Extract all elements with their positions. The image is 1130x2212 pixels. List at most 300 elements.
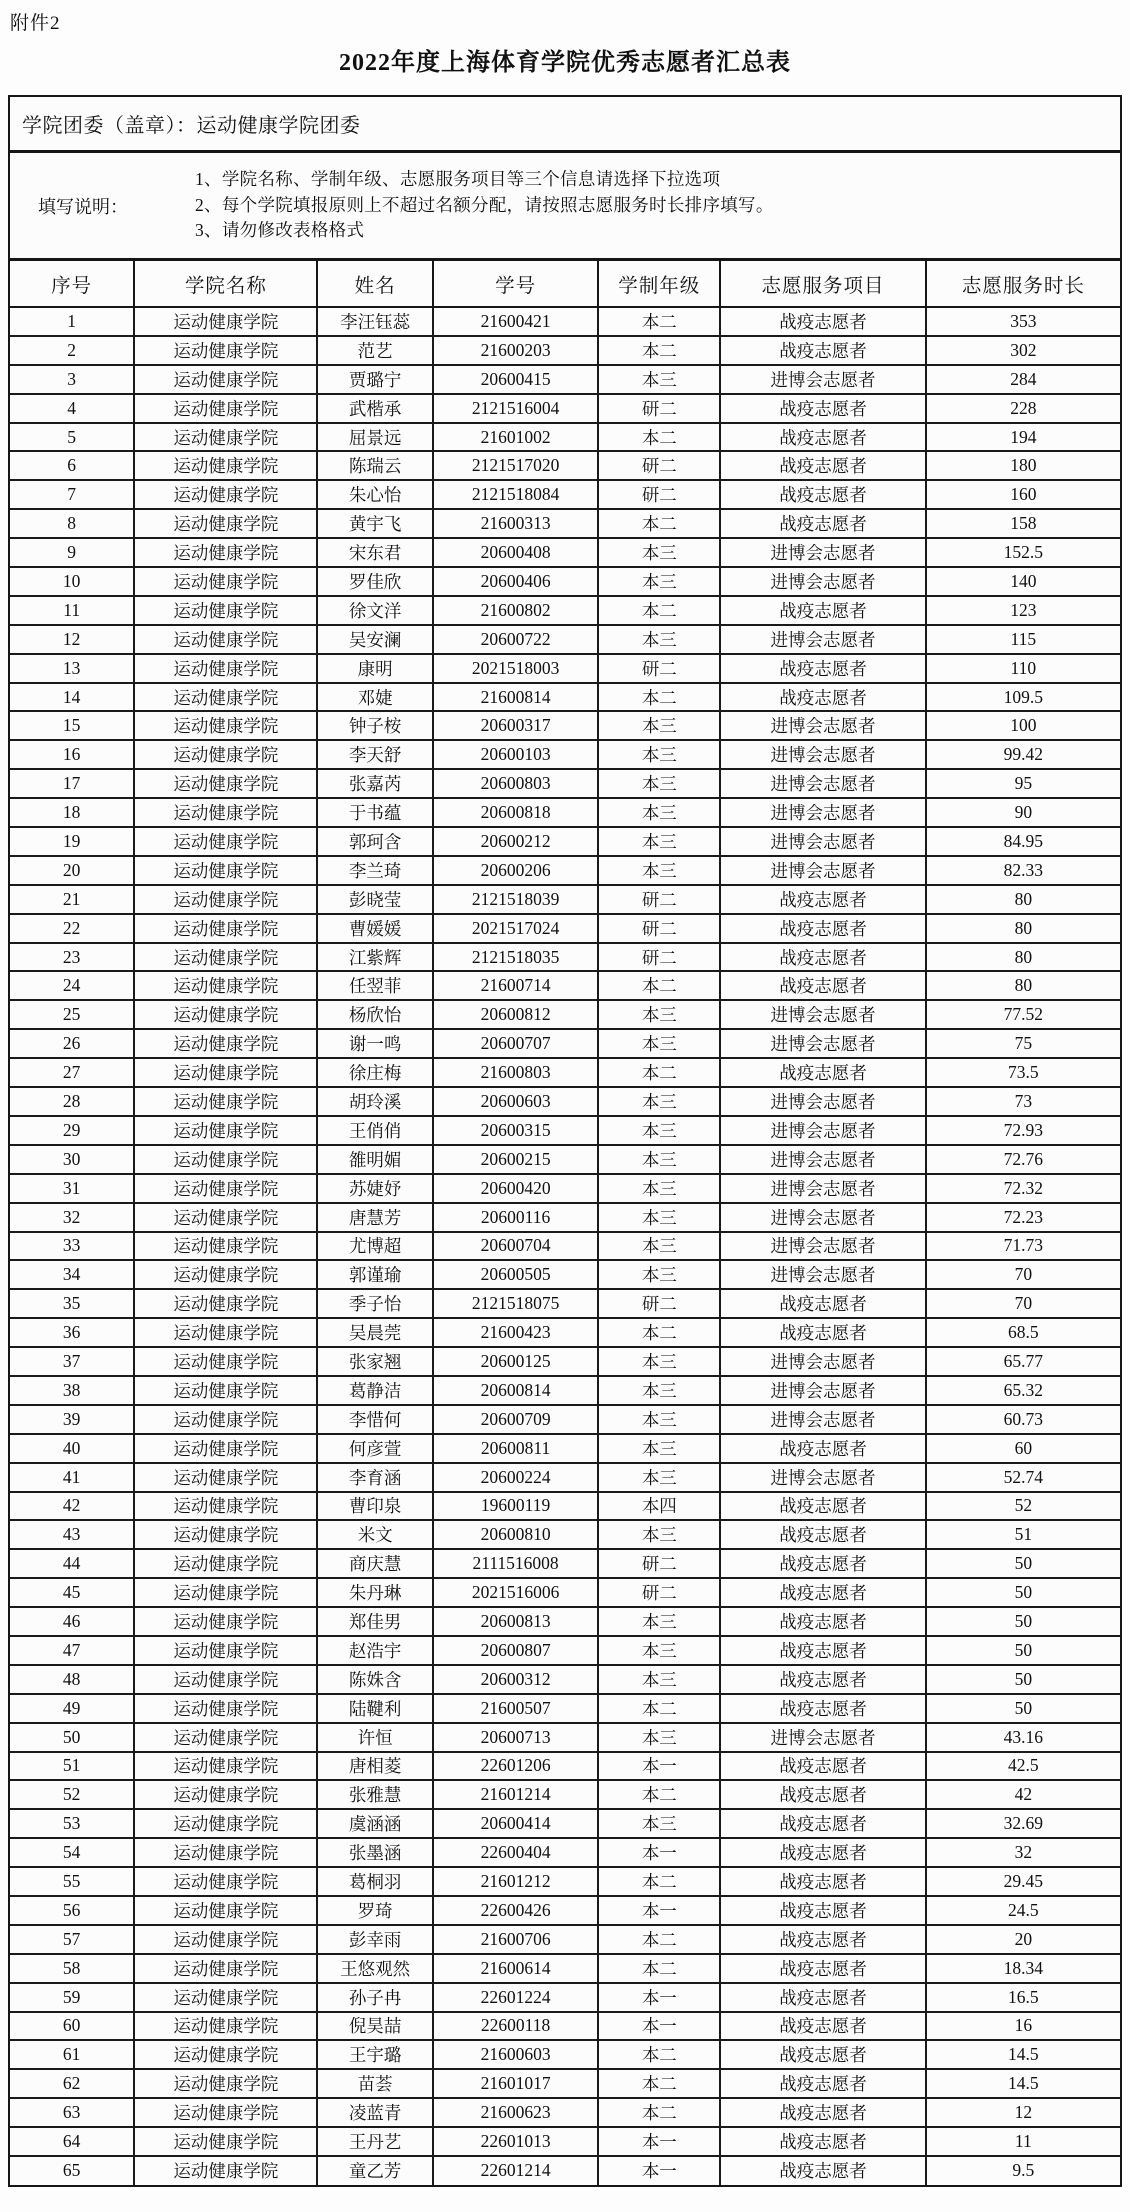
table-cell-hours: 80 (926, 943, 1120, 972)
table-cell-grade: 本二 (598, 683, 720, 712)
table-cell-name: 倪昊喆 (317, 2012, 432, 2041)
table-cell-id: 2121518075 (433, 1289, 598, 1318)
table-cell-no: 32 (10, 1203, 134, 1232)
table-cell-college: 运动健康学院 (134, 1665, 317, 1694)
table-row (10, 1578, 1120, 1607)
table-cell-id: 21600802 (433, 596, 598, 625)
table-cell-no: 6 (10, 451, 134, 480)
table-cell-no: 21 (10, 885, 134, 914)
table-cell-hours: 73 (926, 1087, 1120, 1116)
table-row (10, 769, 1120, 798)
table-cell-id: 2121516004 (433, 394, 598, 423)
table-cell-grade: 本四 (598, 1492, 720, 1521)
table-cell-no: 43 (10, 1520, 134, 1549)
table-row (10, 1752, 1120, 1781)
table-cell-project: 进博会志愿者 (720, 625, 925, 654)
table-cell-no: 1 (10, 307, 134, 336)
table-row (10, 365, 1120, 394)
table-cell-name: 曹印泉 (317, 1492, 432, 1521)
table-row (10, 451, 1120, 480)
table-cell-no: 61 (10, 2040, 134, 2069)
table-cell-hours: 77.52 (926, 1000, 1120, 1029)
table-cell-name: 王丹艺 (317, 2127, 432, 2156)
table-row (10, 2040, 1120, 2069)
table-cell-grade: 本二 (598, 1694, 720, 1723)
table-row (10, 509, 1120, 538)
table-cell-grade: 本三 (598, 827, 720, 856)
table-cell-project: 进博会志愿者 (720, 1405, 925, 1434)
table-cell-college: 运动健康学院 (134, 1463, 317, 1492)
table-cell-grade: 本二 (598, 509, 720, 538)
table-cell-grade: 本三 (598, 1520, 720, 1549)
table-cell-project: 进博会志愿者 (720, 1174, 925, 1203)
table-cell-id: 20600408 (433, 538, 598, 567)
table-cell-college: 运动健康学院 (134, 596, 317, 625)
table-cell-project: 战疫志愿者 (720, 1752, 925, 1781)
table-cell-hours: 50 (926, 1694, 1120, 1723)
table-row (10, 567, 1120, 596)
instruction-item-1: 1、学院名称、学制年级、志愿服务项目等三个信息请选择下拉选项 (195, 169, 721, 190)
table-row (10, 1376, 1120, 1405)
table-cell-grade: 本三 (598, 1000, 720, 1029)
table-cell-no: 40 (10, 1434, 134, 1463)
table-cell-grade: 本二 (598, 1058, 720, 1087)
table-cell-no: 14 (10, 683, 134, 712)
table-cell-grade: 研二 (598, 1549, 720, 1578)
table-cell-hours: 16 (926, 2012, 1120, 2041)
table-cell-project: 进博会志愿者 (720, 1232, 925, 1261)
table-cell-id: 22601214 (433, 2156, 598, 2185)
table-row (10, 1058, 1120, 1087)
table-cell-grade: 本三 (598, 1723, 720, 1752)
table-cell-name: 季子怡 (317, 1289, 432, 1318)
table-cell-name: 郭珂含 (317, 827, 432, 856)
table-cell-id: 22601206 (433, 1752, 598, 1781)
table-cell-name: 王悠观然 (317, 1954, 432, 1983)
table-cell-id: 20600420 (433, 1174, 598, 1203)
table-cell-project: 战疫志愿者 (720, 423, 925, 452)
table-cell-grade: 本三 (598, 1607, 720, 1636)
table-cell-grade: 本二 (598, 1318, 720, 1347)
page-title: 2022年度上海体育学院优秀志愿者汇总表 (339, 50, 791, 76)
table-cell-no: 31 (10, 1174, 134, 1203)
table-cell-college: 运动健康学院 (134, 538, 317, 567)
table-cell-project: 战疫志愿者 (720, 480, 925, 509)
table-cell-project: 进博会志愿者 (720, 1000, 925, 1029)
table-cell-no: 55 (10, 1867, 134, 1896)
table-cell-id: 21600421 (433, 307, 598, 336)
table-cell-id: 2021516006 (433, 1578, 598, 1607)
table-cell-hours: 32 (926, 1838, 1120, 1867)
table-cell-grade: 本一 (598, 2012, 720, 2041)
table-cell-id: 21600803 (433, 1058, 598, 1087)
table-row (10, 914, 1120, 943)
table-cell-college: 运动健康学院 (134, 1492, 317, 1521)
table-cell-grade: 本三 (598, 1376, 720, 1405)
table-cell-name: 李惜何 (317, 1405, 432, 1434)
table-cell-college: 运动健康学院 (134, 2069, 317, 2098)
table-cell-college: 运动健康学院 (134, 509, 317, 538)
table-cell-hours: 43.16 (926, 1723, 1120, 1752)
table-cell-name: 徐文洋 (317, 596, 432, 625)
table-row (10, 2098, 1120, 2127)
table-cell-grade: 本三 (598, 1029, 720, 1058)
table-cell-no: 4 (10, 394, 134, 423)
table-cell-college: 运动健康学院 (134, 1145, 317, 1174)
table-cell-no: 46 (10, 1607, 134, 1636)
table-cell-hours: 14.5 (926, 2069, 1120, 2098)
table-cell-name: 邓婕 (317, 683, 432, 712)
table-cell-name: 李育涵 (317, 1463, 432, 1492)
table-cell-college: 运动健康学院 (134, 1780, 317, 1809)
table-cell-hours: 73.5 (926, 1058, 1120, 1087)
table-cell-id: 20600312 (433, 1665, 598, 1694)
table-cell-name: 苗荟 (317, 2069, 432, 2098)
table-cell-hours: 52 (926, 1492, 1120, 1521)
table-cell-no: 64 (10, 2127, 134, 2156)
table-cell-name: 徐庄梅 (317, 1058, 432, 1087)
table-cell-grade: 本三 (598, 1232, 720, 1261)
table-cell-no: 10 (10, 567, 134, 596)
table-cell-name: 张嘉芮 (317, 769, 432, 798)
table-cell-project: 战疫志愿者 (720, 509, 925, 538)
table-cell-college: 运动健康学院 (134, 365, 317, 394)
table-cell-hours: 50 (926, 1665, 1120, 1694)
table-row (10, 336, 1120, 365)
table-cell-college: 运动健康学院 (134, 1607, 317, 1636)
table-cell-college: 运动健康学院 (134, 1087, 317, 1116)
table-row (10, 1174, 1120, 1203)
table-cell-college: 运动健康学院 (134, 827, 317, 856)
table-cell-name: 虞涵涵 (317, 1809, 432, 1838)
table-cell-no: 27 (10, 1058, 134, 1087)
table-cell-hours: 90 (926, 798, 1120, 827)
table-cell-no: 18 (10, 798, 134, 827)
table-cell-hours: 100 (926, 711, 1120, 740)
table-cell-grade: 本三 (598, 1636, 720, 1665)
table-cell-name: 张墨涵 (317, 1838, 432, 1867)
table-row (10, 856, 1120, 885)
table-row (10, 2127, 1120, 2156)
table-cell-hours: 140 (926, 567, 1120, 596)
table-cell-name: 凌蓝青 (317, 2098, 432, 2127)
table-row (10, 423, 1120, 452)
table-cell-id: 20600505 (433, 1260, 598, 1289)
table-cell-project: 进博会志愿者 (720, 856, 925, 885)
table-cell-grade: 本一 (598, 2156, 720, 2185)
header-cell-college: 学院名称 (134, 261, 317, 307)
table-cell-id: 20600722 (433, 625, 598, 654)
table-row (10, 1463, 1120, 1492)
table-cell-project: 进博会志愿者 (720, 769, 925, 798)
table-cell-hours: 50 (926, 1607, 1120, 1636)
table-cell-id: 20600811 (433, 1434, 598, 1463)
table-cell-hours: 65.32 (926, 1376, 1120, 1405)
table-cell-no: 28 (10, 1087, 134, 1116)
table-cell-project: 战疫志愿者 (720, 307, 925, 336)
table-cell-college: 运动健康学院 (134, 1347, 317, 1376)
table-cell-name: 吴安澜 (317, 625, 432, 654)
table-row (10, 1232, 1120, 1261)
table-cell-project: 战疫志愿者 (720, 1694, 925, 1723)
table-cell-hours: 70 (926, 1289, 1120, 1318)
table-cell-college: 运动健康学院 (134, 394, 317, 423)
volunteer-table-body (10, 307, 1120, 2185)
table-cell-project: 战疫志愿者 (720, 971, 925, 1000)
table-cell-hours: 194 (926, 423, 1120, 452)
table-cell-college: 运动健康学院 (134, 1809, 317, 1838)
table-cell-grade: 本三 (598, 711, 720, 740)
table-cell-project: 进博会志愿者 (720, 567, 925, 596)
table-cell-no: 45 (10, 1578, 134, 1607)
table-cell-college: 运动健康学院 (134, 856, 317, 885)
table-cell-grade: 研二 (598, 1289, 720, 1318)
table-cell-id: 21600423 (433, 1318, 598, 1347)
table-cell-hours: 9.5 (926, 2156, 1120, 2185)
table-cell-project: 进博会志愿者 (720, 827, 925, 856)
table-cell-name: 宋东君 (317, 538, 432, 567)
table-cell-name: 米文 (317, 1520, 432, 1549)
table-row (10, 2012, 1120, 2041)
table-cell-project: 战疫志愿者 (720, 943, 925, 972)
volunteer-table (10, 261, 1120, 2185)
table-cell-hours: 32.69 (926, 1809, 1120, 1838)
table-cell-name: 屈景远 (317, 423, 432, 452)
table-cell-name: 罗佳欣 (317, 567, 432, 596)
table-cell-grade: 研二 (598, 480, 720, 509)
table-cell-project: 战疫志愿者 (720, 2069, 925, 2098)
table-cell-name: 贾璐宁 (317, 365, 432, 394)
table-cell-no: 65 (10, 2156, 134, 2185)
table-cell-college: 运动健康学院 (134, 1838, 317, 1867)
table-cell-college: 运动健康学院 (134, 1029, 317, 1058)
table-cell-hours: 72.76 (926, 1145, 1120, 1174)
table-cell-hours: 51 (926, 1520, 1120, 1549)
table-cell-hours: 60 (926, 1434, 1120, 1463)
table-row (10, 1000, 1120, 1029)
table-cell-no: 44 (10, 1549, 134, 1578)
table-cell-name: 彭幸雨 (317, 1925, 432, 1954)
table-cell-hours: 84.95 (926, 827, 1120, 856)
table-cell-project: 战疫志愿者 (720, 1578, 925, 1607)
table-cell-id: 2121517020 (433, 451, 598, 480)
table-cell-name: 陆鞬利 (317, 1694, 432, 1723)
table-cell-id: 20600406 (433, 567, 598, 596)
summary-sheet (8, 95, 1122, 2187)
table-cell-id: 20600707 (433, 1029, 598, 1058)
table-row (10, 1434, 1120, 1463)
table-cell-project: 进博会志愿者 (720, 1376, 925, 1405)
table-cell-college: 运动健康学院 (134, 1318, 317, 1347)
table-cell-id: 20600414 (433, 1809, 598, 1838)
table-cell-name: 许恒 (317, 1723, 432, 1752)
table-cell-grade: 本三 (598, 769, 720, 798)
table-row (10, 1029, 1120, 1058)
committee-row (10, 97, 1120, 153)
table-cell-grade: 研二 (598, 451, 720, 480)
table-cell-no: 8 (10, 509, 134, 538)
table-cell-college: 运动健康学院 (134, 1925, 317, 1954)
table-cell-project: 战疫志愿者 (720, 394, 925, 423)
table-cell-college: 运动健康学院 (134, 2040, 317, 2069)
table-cell-name: 王俏俏 (317, 1116, 432, 1145)
table-row (10, 2069, 1120, 2098)
table-cell-project: 进博会志愿者 (720, 711, 925, 740)
table-cell-project: 战疫志愿者 (720, 1520, 925, 1549)
table-cell-id: 22601013 (433, 2127, 598, 2156)
table-cell-grade: 本二 (598, 1780, 720, 1809)
header-cell-project: 志愿服务项目 (720, 261, 925, 307)
table-row (10, 538, 1120, 567)
table-cell-grade: 本三 (598, 1809, 720, 1838)
table-cell-no: 51 (10, 1752, 134, 1781)
table-cell-no: 62 (10, 2069, 134, 2098)
table-cell-project: 战疫志愿者 (720, 914, 925, 943)
table-cell-id: 22601224 (433, 1983, 598, 2012)
table-cell-college: 运动健康学院 (134, 451, 317, 480)
table-cell-no: 3 (10, 365, 134, 394)
table-cell-id: 2021517024 (433, 914, 598, 943)
table-cell-project: 进博会志愿者 (720, 1203, 925, 1232)
table-cell-hours: 60.73 (926, 1405, 1120, 1434)
table-cell-hours: 82.33 (926, 856, 1120, 885)
table-cell-name: 陈姝含 (317, 1665, 432, 1694)
table-cell-project: 进博会志愿者 (720, 1145, 925, 1174)
table-cell-no: 35 (10, 1289, 134, 1318)
table-cell-no: 19 (10, 827, 134, 856)
table-cell-hours: 50 (926, 1549, 1120, 1578)
table-cell-id: 2121518039 (433, 885, 598, 914)
table-cell-hours: 65.77 (926, 1347, 1120, 1376)
table-row (10, 307, 1120, 336)
table-cell-hours: 50 (926, 1578, 1120, 1607)
table-cell-id: 21600706 (433, 1925, 598, 1954)
table-cell-name: 童乙芳 (317, 2156, 432, 2185)
table-cell-project: 战疫志愿者 (720, 1434, 925, 1463)
table-cell-project: 战疫志愿者 (720, 1867, 925, 1896)
table-cell-no: 57 (10, 1925, 134, 1954)
table-cell-name: 范艺 (317, 336, 432, 365)
table-cell-id: 20600704 (433, 1232, 598, 1261)
table-cell-hours: 95 (926, 769, 1120, 798)
table-cell-hours: 12 (926, 2098, 1120, 2127)
table-row (10, 1665, 1120, 1694)
table-row (10, 2156, 1120, 2185)
table-cell-college: 运动健康学院 (134, 2156, 317, 2185)
table-cell-no: 56 (10, 1896, 134, 1925)
table-cell-id: 20600812 (433, 1000, 598, 1029)
table-cell-college: 运动健康学院 (134, 711, 317, 740)
table-cell-id: 20600813 (433, 1607, 598, 1636)
table-cell-name: 郭谨瑜 (317, 1260, 432, 1289)
table-cell-id: 21601002 (433, 423, 598, 452)
table-cell-hours: 115 (926, 625, 1120, 654)
table-cell-no: 5 (10, 423, 134, 452)
table-cell-hours: 75 (926, 1029, 1120, 1058)
table-cell-id: 22600118 (433, 2012, 598, 2041)
table-cell-grade: 本三 (598, 1434, 720, 1463)
table-cell-hours: 284 (926, 365, 1120, 394)
table-cell-grade: 本三 (598, 856, 720, 885)
table-cell-id: 2021518003 (433, 654, 598, 683)
instruction-item-3: 3、请勿修改表格格式 (195, 220, 365, 241)
table-cell-name: 郑佳男 (317, 1607, 432, 1636)
table-cell-college: 运动健康学院 (134, 654, 317, 683)
table-cell-college: 运动健康学院 (134, 1694, 317, 1723)
table-cell-grade: 研二 (598, 1578, 720, 1607)
table-cell-id: 22600404 (433, 1838, 598, 1867)
table-cell-hours: 80 (926, 914, 1120, 943)
table-cell-hours: 52.74 (926, 1463, 1120, 1492)
table-cell-hours: 42.5 (926, 1752, 1120, 1781)
table-cell-id: 2121518035 (433, 943, 598, 972)
table-cell-name: 曹媛媛 (317, 914, 432, 943)
table-cell-grade: 本二 (598, 1925, 720, 1954)
table-cell-grade: 研二 (598, 943, 720, 972)
table-cell-college: 运动健康学院 (134, 1549, 317, 1578)
table-cell-no: 23 (10, 943, 134, 972)
table-cell-project: 战疫志愿者 (720, 1809, 925, 1838)
table-row (10, 1260, 1120, 1289)
table-cell-project: 战疫志愿者 (720, 1549, 925, 1578)
table-cell-name: 何彦萱 (317, 1434, 432, 1463)
table-row (10, 1780, 1120, 1809)
table-cell-name: 黄宇飞 (317, 509, 432, 538)
table-row (10, 1636, 1120, 1665)
table-cell-college: 运动健康学院 (134, 885, 317, 914)
table-cell-project: 进博会志愿者 (720, 1029, 925, 1058)
table-cell-college: 运动健康学院 (134, 336, 317, 365)
table-row (10, 1954, 1120, 1983)
table-cell-name: 陈瑞云 (317, 451, 432, 480)
instructions-section (10, 153, 1120, 261)
table-cell-hours: 80 (926, 885, 1120, 914)
table-cell-no: 39 (10, 1405, 134, 1434)
table-cell-hours: 110 (926, 654, 1120, 683)
table-cell-id: 20600212 (433, 827, 598, 856)
table-cell-grade: 本三 (598, 1405, 720, 1434)
table-cell-project: 战疫志愿者 (720, 2156, 925, 2185)
table-cell-project: 进博会志愿者 (720, 798, 925, 827)
table-cell-no: 13 (10, 654, 134, 683)
table-cell-no: 2 (10, 336, 134, 365)
table-cell-id: 21600603 (433, 2040, 598, 2069)
table-row (10, 1867, 1120, 1896)
table-cell-grade: 本一 (598, 1983, 720, 2012)
table-cell-college: 运动健康学院 (134, 2098, 317, 2127)
table-cell-college: 运动健康学院 (134, 798, 317, 827)
table-cell-id: 20600603 (433, 1087, 598, 1116)
table-cell-name: 雒明媚 (317, 1145, 432, 1174)
table-cell-name: 李兰琦 (317, 856, 432, 885)
table-cell-no: 54 (10, 1838, 134, 1867)
table-cell-college: 运动健康学院 (134, 1867, 317, 1896)
table-cell-id: 20600215 (433, 1145, 598, 1174)
table-cell-name: 武楷承 (317, 394, 432, 423)
table-cell-id: 21601017 (433, 2069, 598, 2098)
table-cell-id: 20600415 (433, 365, 598, 394)
table-cell-project: 战疫志愿者 (720, 885, 925, 914)
table-cell-hours: 228 (926, 394, 1120, 423)
table-cell-id: 21600814 (433, 683, 598, 712)
committee-label: 学院团委（盖章）： (22, 115, 197, 137)
table-cell-college: 运动健康学院 (134, 1289, 317, 1318)
table-cell-grade: 本三 (598, 538, 720, 567)
table-cell-project: 战疫志愿者 (720, 1983, 925, 2012)
table-cell-project: 战疫志愿者 (720, 2012, 925, 2041)
instructions-list (195, 167, 1120, 243)
table-cell-hours: 302 (926, 336, 1120, 365)
